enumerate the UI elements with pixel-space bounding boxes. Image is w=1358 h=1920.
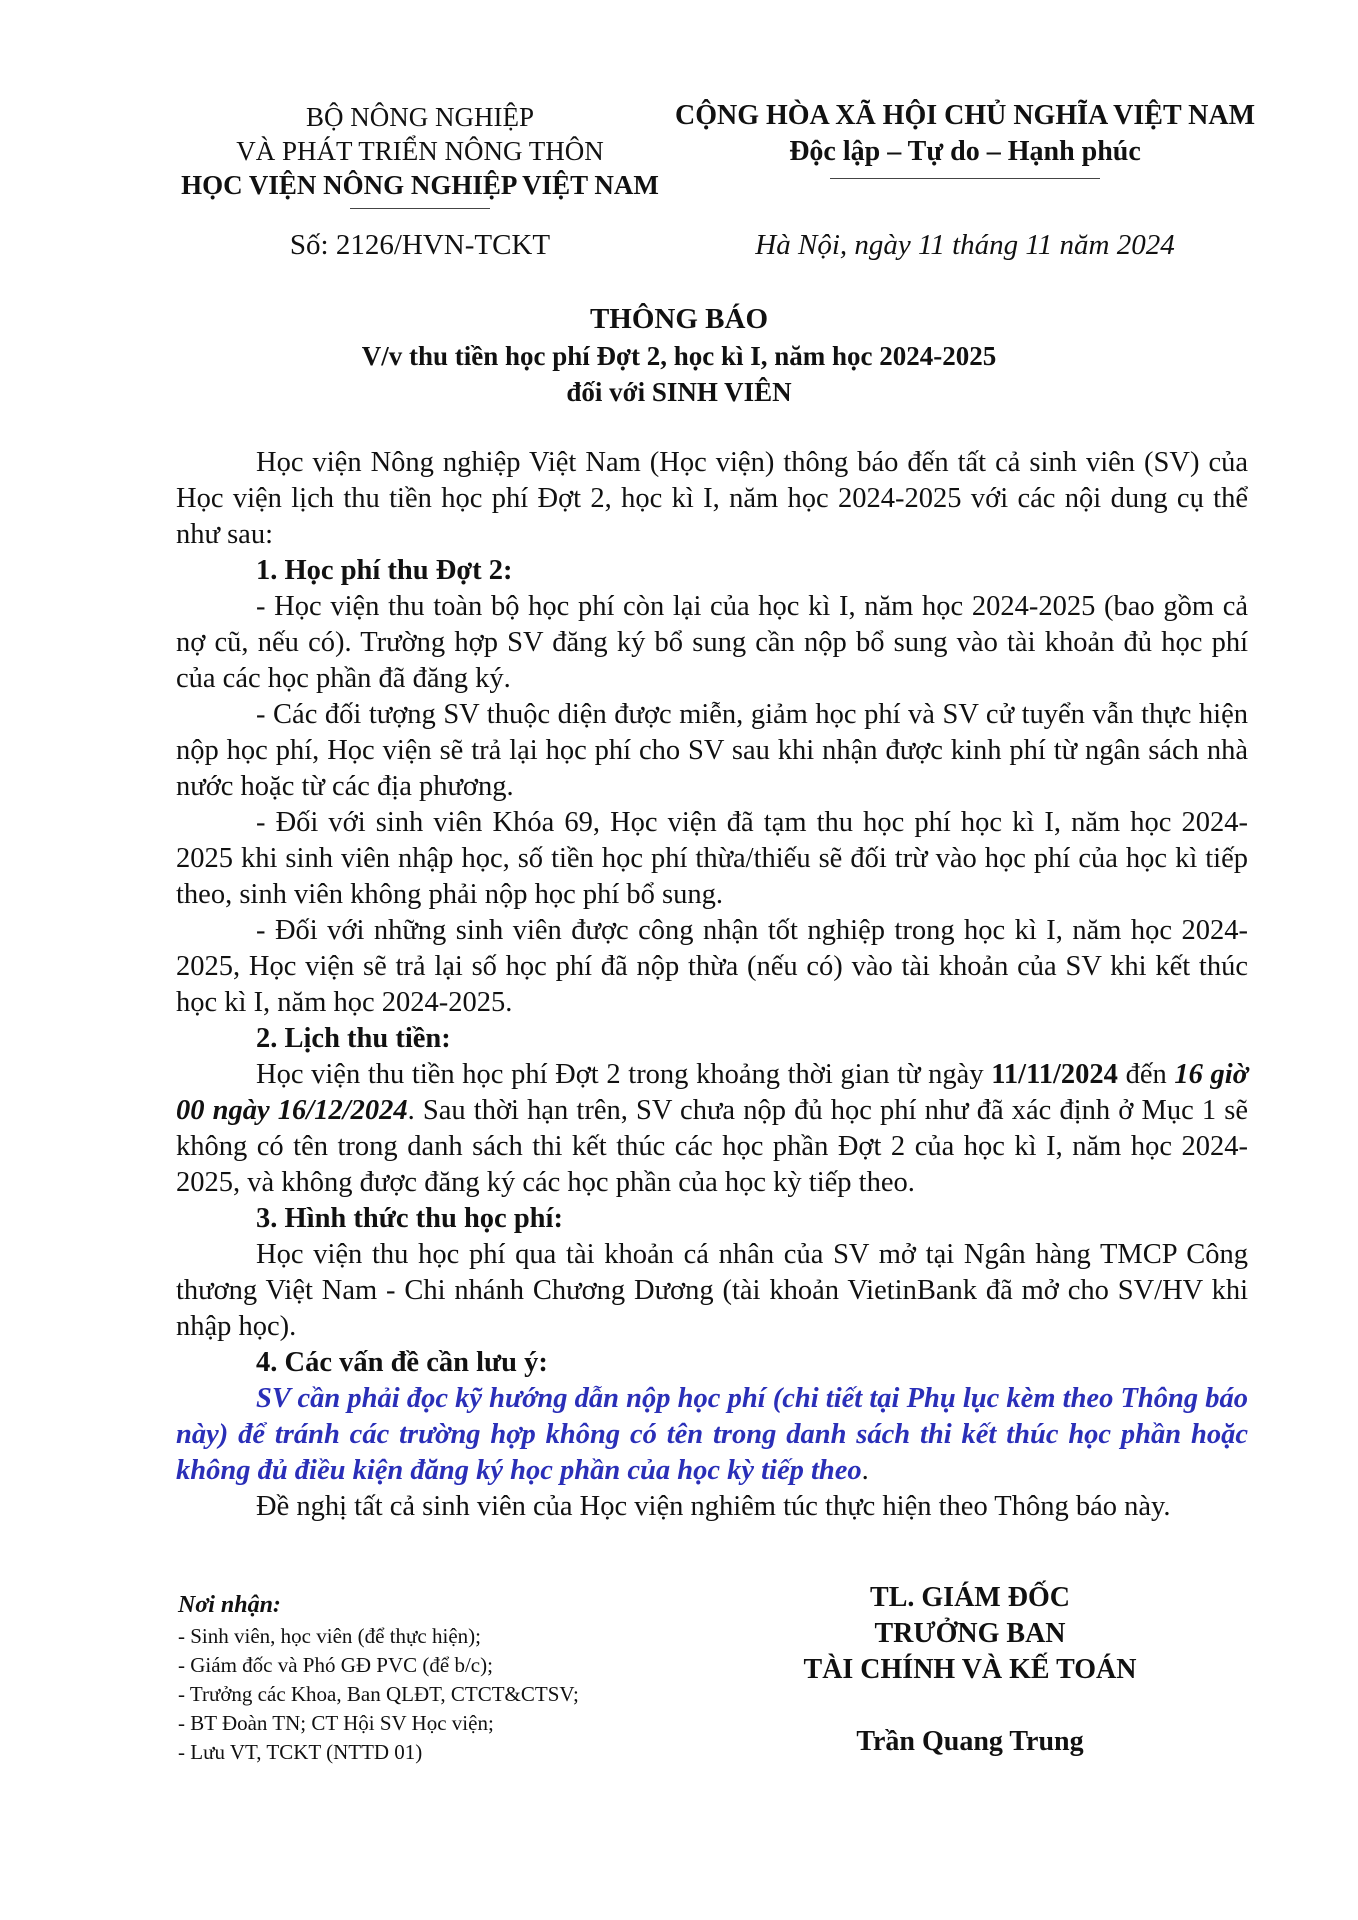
start-date: 11/11/2024 bbox=[991, 1059, 1118, 1090]
title-main: THÔNG BÁO bbox=[589, 303, 769, 335]
section-4-note bbox=[176, 1381, 1248, 1489]
title-audience: đối với SINH VIÊN bbox=[566, 377, 792, 407]
section-2-paragraph bbox=[176, 1057, 1248, 1201]
section-2-heading: 2. Lịch thu tiền: bbox=[256, 1023, 451, 1054]
document-date: Hà Nội, ngày 11 tháng 11 năm 2024 bbox=[755, 229, 1175, 261]
section-1-item-4: - Đối với những sinh viên được công nhận tốt nghiệp trong học kì I, năm học 2024-2025, Học viện sẽ trả lại số học phí đã nộp thừa (nếu có) vào tài khoản của SV khi kết thúc học kì I, năm học 2024-2025. bbox=[176, 915, 1248, 1018]
recipient-item: - Sinh viên, học viên (để thực hiện); bbox=[178, 1624, 481, 1648]
document-body bbox=[176, 445, 1248, 1525]
section-3-heading: 3. Hình thức thu học phí: bbox=[256, 1203, 563, 1234]
ministry-line2: VÀ PHÁT TRIỂN NÔNG THÔN bbox=[236, 136, 604, 166]
country-name: CỘNG HÒA XÃ HỘI CHỦ NGHĨA VIỆT NAM bbox=[674, 100, 1256, 131]
recipient-item: - Trưởng các Khoa, Ban QLĐT, CTCT&CTSV; bbox=[178, 1682, 579, 1706]
institution-name: HỌC VIỆN NÔNG NGHIỆP VIỆT NAM bbox=[181, 170, 659, 200]
signer-position: TRƯỞNG BAN bbox=[874, 1618, 1066, 1649]
header-left-divider bbox=[350, 208, 490, 209]
schedule-text-mid: đến bbox=[1117, 1059, 1175, 1090]
note-period: . bbox=[861, 1455, 869, 1486]
section-4-heading: 4. Các vấn đề cần lưu ý: bbox=[256, 1347, 548, 1378]
section-1-heading: 1. Học phí thu Đợt 2: bbox=[256, 555, 513, 586]
closing-paragraph: Đề nghị tất cả sinh viên của Học viện nghiêm túc thực hiện theo Thông báo này. bbox=[256, 1491, 1171, 1522]
section-1-item-3: - Đối với sinh viên Khóa 69, Học viện đã tạm thu học phí học kì I, năm học 2024-2025 khi sinh viên nhập học, số tiền học phí thừa/thiếu sẽ đối trừ vào học phí của học kì tiếp theo, sinh viên không phải nộp học phí bổ sung. bbox=[176, 807, 1248, 910]
section-1-item-1: - Học viện thu toàn bộ học phí còn lại của học kì I, năm học 2024-2025 (bao gồm cả nợ cũ, nếu có). Trường hợp SV đăng ký bổ sung cần nộp bổ sung vào tài khoản đủ học phí của các học phần đã đăng ký. bbox=[176, 591, 1248, 694]
section-1-item-2: - Các đối tượng SV thuộc diện được miễn, giảm học phí và SV cử tuyển vẫn thực hiện nộp học phí, Học viện sẽ trả lại học phí cho SV sau khi nhận được kinh phí từ ngân sách nhà nước hoặc từ các địa phương. bbox=[176, 699, 1248, 802]
signer-department: TÀI CHÍNH VÀ KẾ TOÁN bbox=[803, 1654, 1137, 1685]
important-note: SV cần phải đọc kỹ hướng dẫn nộp học phí (chi tiết tại Phụ lục kèm theo Thông báo này) để tránh các trường hợp không có tên trong danh sách thi kết thúc học phần hoặc không đủ điều kiện đăng ký học phần của học kỳ tiếp theo bbox=[176, 1383, 1248, 1486]
document-title bbox=[150, 300, 1208, 410]
recipient-item: - BT Đoàn TN; CT Hội SV Học viện; bbox=[178, 1711, 494, 1735]
section-3-paragraph: Học viện thu học phí qua tài khoản cá nhân của SV mở tại Ngân hàng TMCP Công thương Việt Nam - Chi nhánh Chương Dương (tài khoản VietinBank đã mở cho SV/HV khi nhập học). bbox=[176, 1239, 1248, 1342]
header-right-divider bbox=[830, 178, 1100, 179]
deadline: 16 giờ 00 ngày 16/12/2024 bbox=[176, 1059, 1248, 1126]
motto: Độc lập – Tự do – Hạnh phúc bbox=[789, 136, 1141, 167]
issuing-agency bbox=[150, 100, 690, 209]
recipient-item: - Lưu VT, TCKT (NTTD 01) bbox=[178, 1740, 423, 1764]
signature-block bbox=[740, 1580, 1200, 1760]
schedule-text-start: Học viện thu tiền học phí Đợt 2 trong khoảng thời gian từ ngày bbox=[256, 1059, 992, 1090]
schedule-text-end: . Sau thời hạn trên, SV chưa nộp đủ học phí như đã xác định ở Mục 1 sẽ không có tên trong danh sách thi kết thúc các học phần Đợt 2 của học kì I, năm học 2024-2025, và không được đăng ký các học phần của học kỳ tiếp theo. bbox=[176, 1095, 1248, 1198]
ministry-line1: BỘ NÔNG NGHIỆP bbox=[306, 102, 534, 132]
signer-authority: TL. GIÁM ĐỐC bbox=[870, 1582, 1070, 1613]
intro-paragraph: Học viện Nông nghiệp Việt Nam (Học viện) thông báo đến tất cả sinh viên (SV) của Học viện lịch thu tiền học phí Đợt 2, học kì I, năm học 2024-2025 với các nội dung cụ thể như sau: bbox=[176, 447, 1248, 550]
recipients-block bbox=[178, 1590, 738, 1767]
recipient-item: - Giám đốc và Phó GĐ PVC (để b/c); bbox=[178, 1653, 493, 1677]
signer-name: Trần Quang Trung bbox=[856, 1726, 1084, 1757]
national-motto bbox=[655, 98, 1275, 179]
recipients-title: Nơi nhận: bbox=[178, 1592, 281, 1618]
title-subject: V/v thu tiền học phí Đợt 2, học kì I, năm học 2024-2025 bbox=[361, 341, 997, 371]
document-number: Số: 2126/HVN-TCKT bbox=[289, 229, 551, 261]
